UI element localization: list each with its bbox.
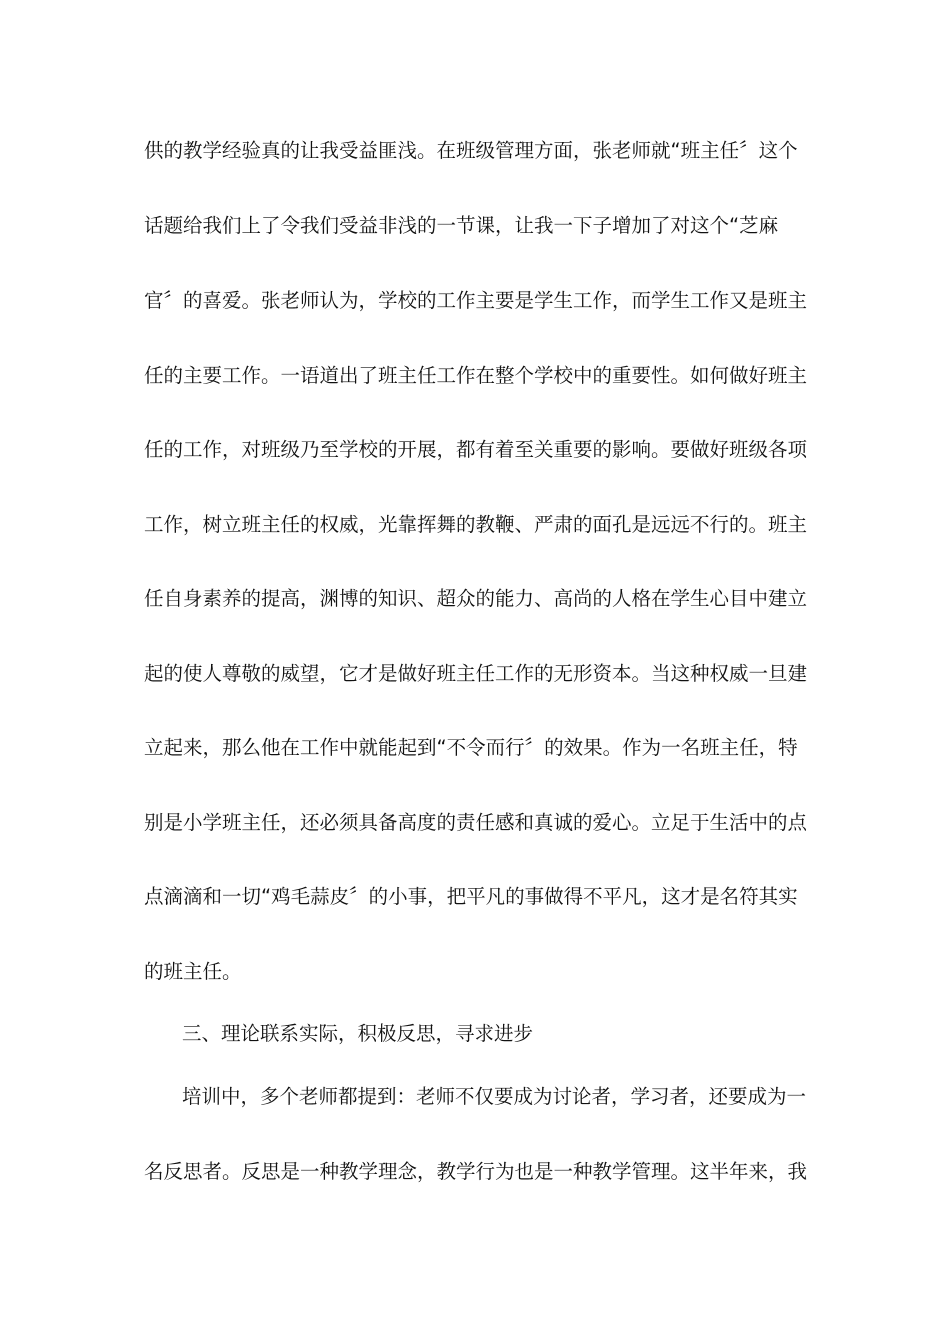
paragraph-line: 任的主要工作。一语道出了班主任工作在整个学校中的重要性。如何做好班主	[144, 364, 808, 387]
paragraph-line: 点滴滴和一切“鸡毛蒜皮〞的小事，把平凡的事做得不平凡，这才是名符其实	[144, 885, 798, 908]
paragraph-line: 立起来，那么他在工作中就能起到“不令而行〞的效果。作为一名班主任，特	[144, 736, 798, 759]
paragraph-line: 供的教学经验真的让我受益匪浅。在班级管理方面，张老师就“班主任〞这个	[144, 139, 798, 162]
paragraph-line: 任的工作，对班级乃至学校的开展，都有着至关重要的影响。要做好班级各项	[144, 438, 808, 461]
paragraph-line: 官〞的喜爱。张老师认为，学校的工作主要是学生工作，而学生工作又是班主	[144, 289, 808, 312]
paragraph-line: 工作，树立班主任的权威，光靠挥舞的教鞭、严肃的面孔是远远不行的。班主	[144, 513, 808, 536]
paragraph-line: 名反思者。反思是一种教学理念，教学行为也是一种教学管理。这半年来，我	[144, 1160, 808, 1183]
paragraph-line: 话题给我们上了令我们受益非浅的一节课，让我一下子增加了对这个“芝麻	[144, 214, 779, 237]
paragraph-line: 任自身素养的提高，渊博的知识、超众的能力、高尚的人格在学生心目中建立	[144, 587, 808, 610]
paragraph-line: 别是小学班主任，还必须具备高度的责任感和真诚的爱心。立足于生活中的点	[144, 811, 808, 834]
section-heading: 三、理论联系实际，积极反思，寻求进步	[182, 1022, 534, 1045]
paragraph-line: 起的使人尊敬的威望，它才是做好班主任工作的无形资本。当这种权威一旦建	[144, 662, 808, 685]
paragraph-line: 培训中，多个老师都提到：老师不仅要成为讨论者，学习者，还要成为一	[182, 1085, 807, 1108]
paragraph-line: 的班主任。	[144, 960, 242, 983]
